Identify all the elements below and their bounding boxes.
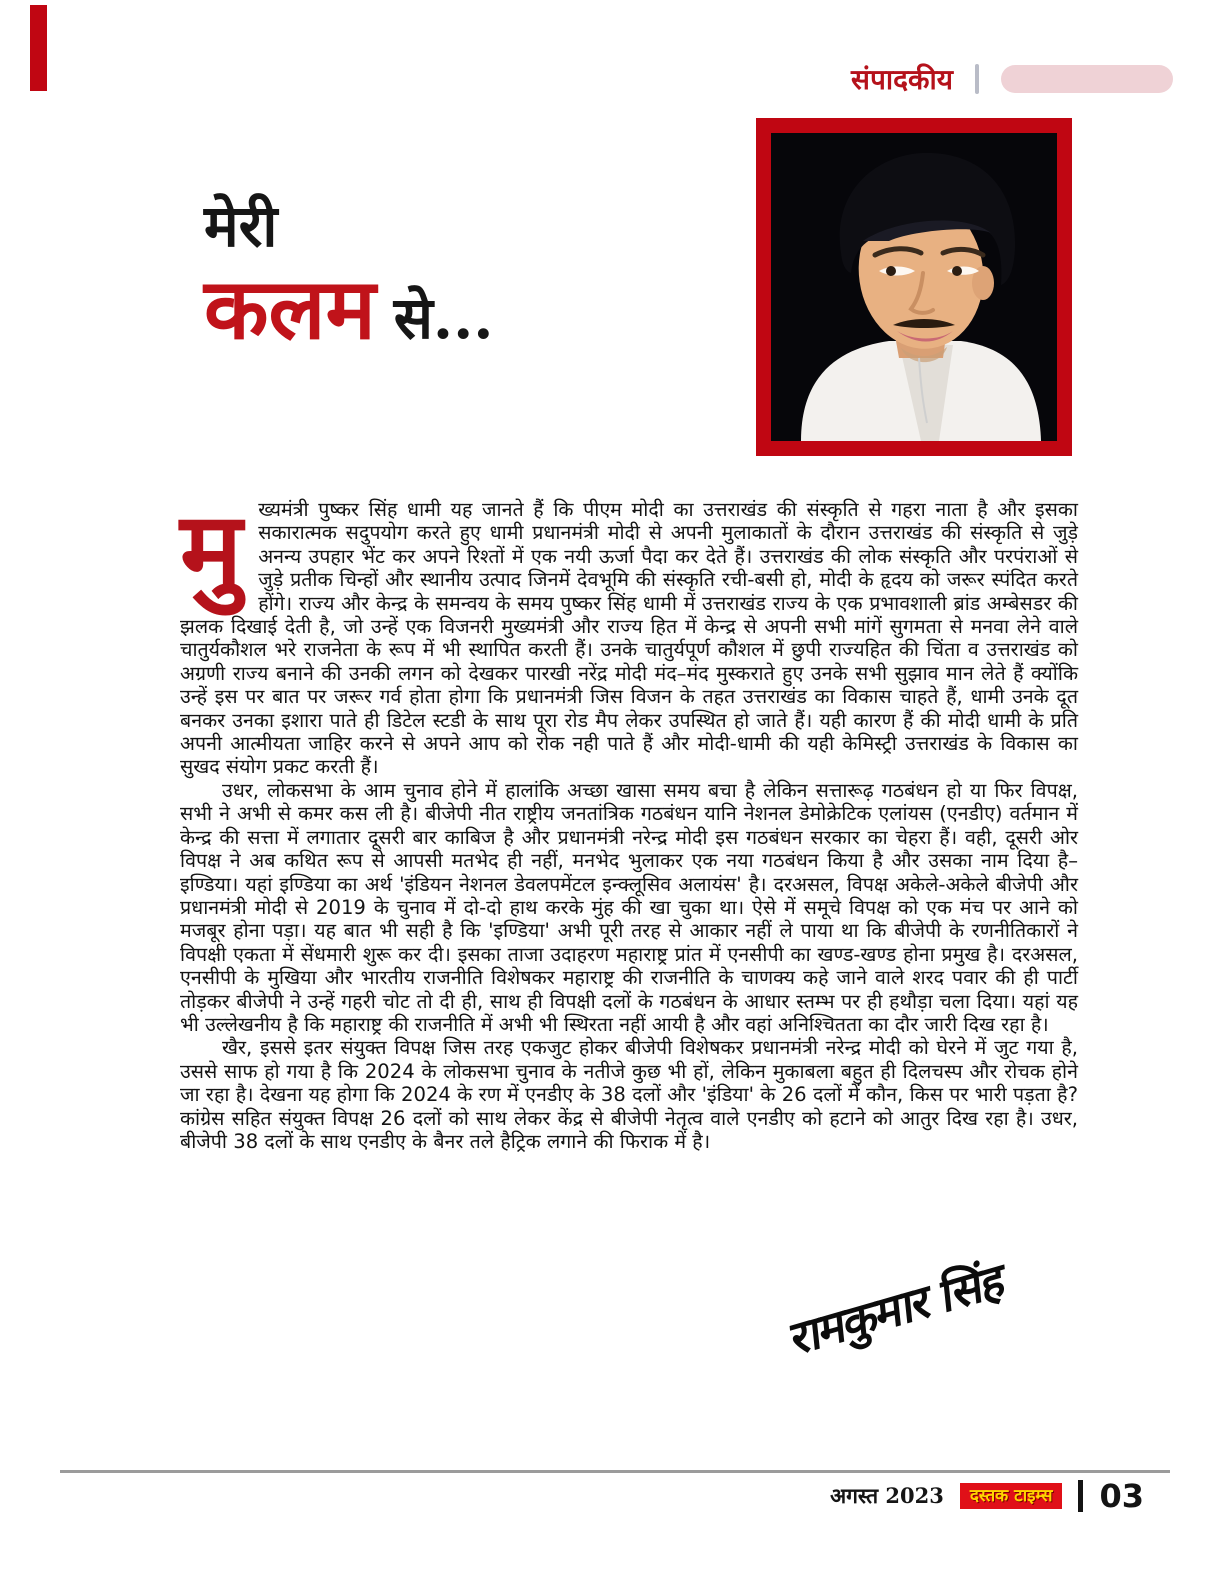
dropcap-mu: मु — [180, 488, 243, 611]
title-word-kalam: कलम — [204, 258, 376, 358]
author-portrait-photo — [771, 133, 1057, 441]
footer-divider — [1078, 1480, 1083, 1512]
paragraph-1-text: ख्यमंत्री पुष्कर सिंह धामी यह जानते हैं कि पीएम मोदी का उत्तराखंड की संस्कृति से गहरा नाता है और इसका सकारात्मक सदुपयोग करते हुए धामी प्रधानमंत्री मोदी से अपनी मुलाकातों के दौरान उत्तराखंड की संस्कृति से जुड़े अनन्य उपहार भेंट कर अपने रिश्तों में एक नयी ऊर्जा पैदा कर देते हैं। उत्तराखंड की लोक संस्कृति और परपंराओं से जुड़े प्रतीक चिन्हों और स्थानीय उत्पाद जिनमें देवभूमि की संस्कृति रची-बसी हो, मोदी के हृदय को जरूर स्पंदित करते होंगे। राज्य और केन्द्र के समन्वय के समय पुष्कर सिंह धामी में उत्तराखंड राज्य के एक प्रभावशाली ब्रांड अम्बेसडर की झलक दिखाई देती है, जो उन्हें एक विजनरी मुख्यमंत्री और राज्य हित में केन्द्र से अपनी सभी मांगें सुगमता से मनवा लेने वाले चातुर्यकौशल भरे राजनेता के रूप में भी स्थापित करती हैं। उनके चातुर्यपूर्ण कौशल में छुपी राज्यहित की चिंता व उत्तराखंड को अग्रणी राज्य बनाने की उनकी लगन को देखकर पारखी नरेंद्र मोदी मंद–मंद मुस्कराते हुए उनके सभी सुझाव मान लेते हैं क्योंकि उन्हें इस पर बात पर जरूर गर्व होता होगा कि प्रधानमंत्री जिस विजन के तहत उत्तराखंड का विकास चाहते हैं, धामी उनके दूत बनकर उनका इशारा पाते ही डिटेल स्टडी के साथ पूरा रोड मैप लेकर उपस्थित हो जाते हैं। यही कारण हैं की मोदी धामी के प्रति अपनी आत्मीयता जाहिर करने से अपने आप को रोक नही पाते हैं और मोदी-धामी की यही केमिस्ट्री उत्तराखंड के विकास का सुखद संयोग प्रकट करती हैं। — [180, 498, 1078, 779]
page-header — [851, 60, 1173, 98]
header-pink-pill — [1001, 65, 1173, 93]
top-left-red-bar — [30, 5, 47, 91]
paragraph-2: उधर, लोकसभा के आम चुनाव होने में हालांकि अच्छा खासा समय बचा है लेकिन सत्तारूढ़ गठबंधन हो या फिर विपक्ष, सभी ने अभी से कमर कस ली है। बीजेपी नीत राष्ट्रीय जनतांत्रिक गठबंधन यानि नेशनल डेमोक्रेटिक एलांयस (एनडीए) वर्तमान में केन्द्र की सत्ता में लगातार दूसरी बार काबिज है और प्रधानमंत्री नरेन्द्र मोदी इस गठबंधन सरकार का चेहरा हैं। वही, दूसरी ओर विपक्ष ने अब कथित रूप से आपसी मतभेद ही नहीं, मनभेद भुलाकर एक नया गठबंधन किया है और उसका नाम दिया है–इण्डिया। यहां इण्डिया का अर्थ 'इंडियन नेशनल डेवलपमेंटल इन्क्लूसिव अलायंस' है। दरअसल, विपक्ष अकेले-अकेले बीजेपी और प्रधानमंत्री मोदी से 2019 के चुनाव में दो-दो हाथ करके मुंह की खा चुका था। ऐसे में समूचे विपक्ष को एक मंच पर आने को मजबूर होना पड़ा। यह बात भी सही है कि 'इण्डिया' अभी पूरी तरह से आकार नहीं ले पाया था कि बीजेपी के रणनीतिकारों ने विपक्षी एकता में सेंधमारी शुरू कर दी। इसका ताजा उदाहरण महाराष्ट्र प्रांत में एनसीपी का खण्ड-खण्ड होना प्रमुख है। दरअसल, एनसीपी के मुखिया और भारतीय राजनीति विशेषकर महाराष्ट्र की राजनीति के चाणक्य कहे जाने वाले शरद पवार की ही पार्टी तोड़कर बीजेपी ने उन्हें गहरी चोट तो दी ही, साथ ही विपक्षी दलों के गठबंधन के आधार स्तम्भ पर ही हथौड़ा चला दिया। यहां यह भी उल्लेखनीय है कि महाराष्ट्र की राजनीति में अभी भी स्थिरता नहीं आयी है और वहां अनिश्चितता का दौर जारी दिख रहा है। — [180, 778, 1078, 1036]
page-footer — [830, 1478, 1144, 1514]
paragraph-1 — [180, 488, 1078, 779]
portrait-illustration — [771, 133, 1057, 441]
title-line2 — [204, 258, 494, 358]
title-word-se: से... — [393, 283, 494, 352]
section-label: संपादकीय — [851, 63, 953, 96]
footer-date: अगस्त 2023 — [830, 1483, 944, 1508]
magazine-logo: दस्तक टाइम्स — [960, 1483, 1063, 1509]
page-number: 03 — [1099, 1477, 1144, 1515]
title-word-meri: मेरी — [204, 192, 278, 260]
editorial-body — [180, 488, 1078, 1153]
header-separator — [975, 64, 979, 94]
article-title — [204, 192, 494, 358]
author-photo-frame — [756, 118, 1072, 456]
footer-rule — [60, 1470, 1170, 1473]
editor-signature: रामकुमार सिंह — [788, 1251, 1006, 1367]
paragraph-3: खैर, इससे इतर संयुक्त विपक्ष जिस तरह एकजुट होकर बीजेपी विशेषकर प्रधानमंत्री नरेन्द्र मोदी को घेरने में जुट गया है, उससे साफ हो गया है कि 2024 के लोकसभा चुनाव के नतीजे कुछ भी हों, लेकिन मुकाबला बहुत ही दिलचस्प और रोचक होने जा रहा है। देखना यह होगा कि 2024 के रण में एनडीए के 38 दलों और 'इंडिया' के 26 दलों में कौन, किस पर भारी पड़ता है? कांग्रेस सहित संयुक्त विपक्ष 26 दलों को साथ लेकर केंद्र से बीजेपी नेतृत्व वाले एनडीए को हटाने को आतुर दिख रहा है। उधर, बीजेपी 38 दलों के साथ एनडीए के बैनर तले हैट्रिक लगाने की फिराक में है। — [180, 1036, 1078, 1153]
